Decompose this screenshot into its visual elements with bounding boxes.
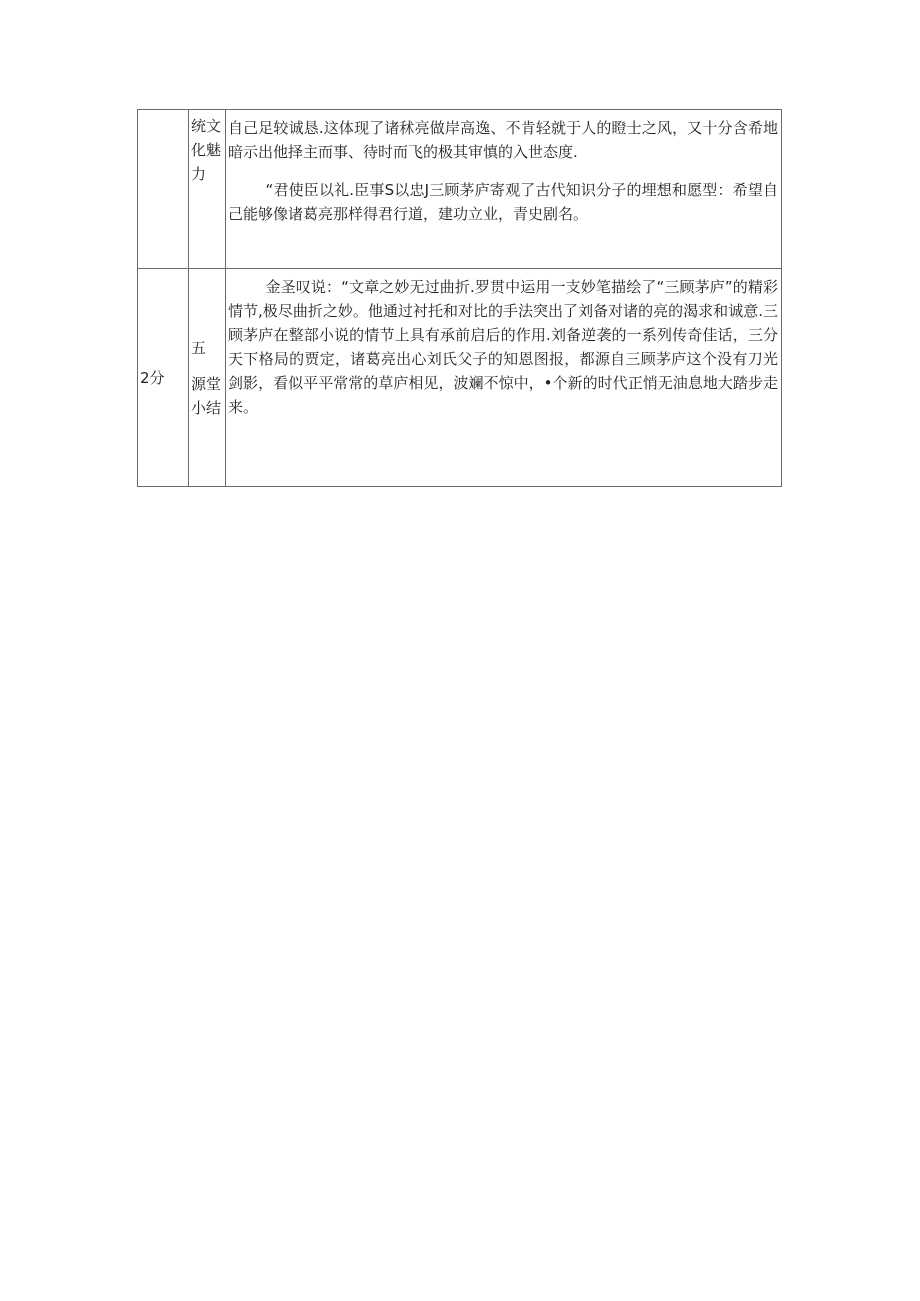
step-title: 源堂小结 — [191, 374, 222, 417]
content-paragraph: “君使臣以礼.臣事S以忠J三顾茅庐寄观了古代知识分子的埋想和愿型：希望自己能够像诸葛亮那样得君行道，建功立业，青史剧名。 — [228, 181, 778, 223]
step-cell — [189, 269, 226, 487]
table-row — [138, 110, 782, 269]
content-paragraph: 金圣叹说：“文章之妙无过曲折.罗贯中运用一支妙笔描绘了“三顾茅庐”的精彩情节,极尽曲折之妙。他通过衬托和对比的手法突出了刘备对诸的亮的渴求和诚意.三顾茅庐在整部小说的情节上具有承前启后的作用.刘备逆袭的一系列传奇佳话，三分天下格局的贾定，诸葛亮出心刘氏父子的知恩图报，都源自三顾茅庐这个没有刀光剑影，看似平平常常的草庐相见，波斓不惊中，•个新的时代正悄无油息地大踏步走来。 — [228, 278, 778, 416]
step-cell — [189, 110, 226, 269]
lesson-plan-table — [137, 109, 782, 487]
table-row — [138, 269, 782, 487]
time-cell — [138, 110, 189, 269]
time-cell: 2分 — [138, 269, 189, 487]
step-title: 统文化魅力 — [191, 117, 222, 183]
content-paragraph: 自己足较诚恳.这体现了诸秫亮做岸高逸、不肯轻就于人的瞪士之风，又十分含希地暗示出他择主而事、待时而飞的极其审慎的入世态度. — [228, 119, 778, 161]
step-number: 五 — [191, 338, 207, 357]
content-cell — [226, 269, 782, 487]
content-cell — [226, 110, 782, 269]
